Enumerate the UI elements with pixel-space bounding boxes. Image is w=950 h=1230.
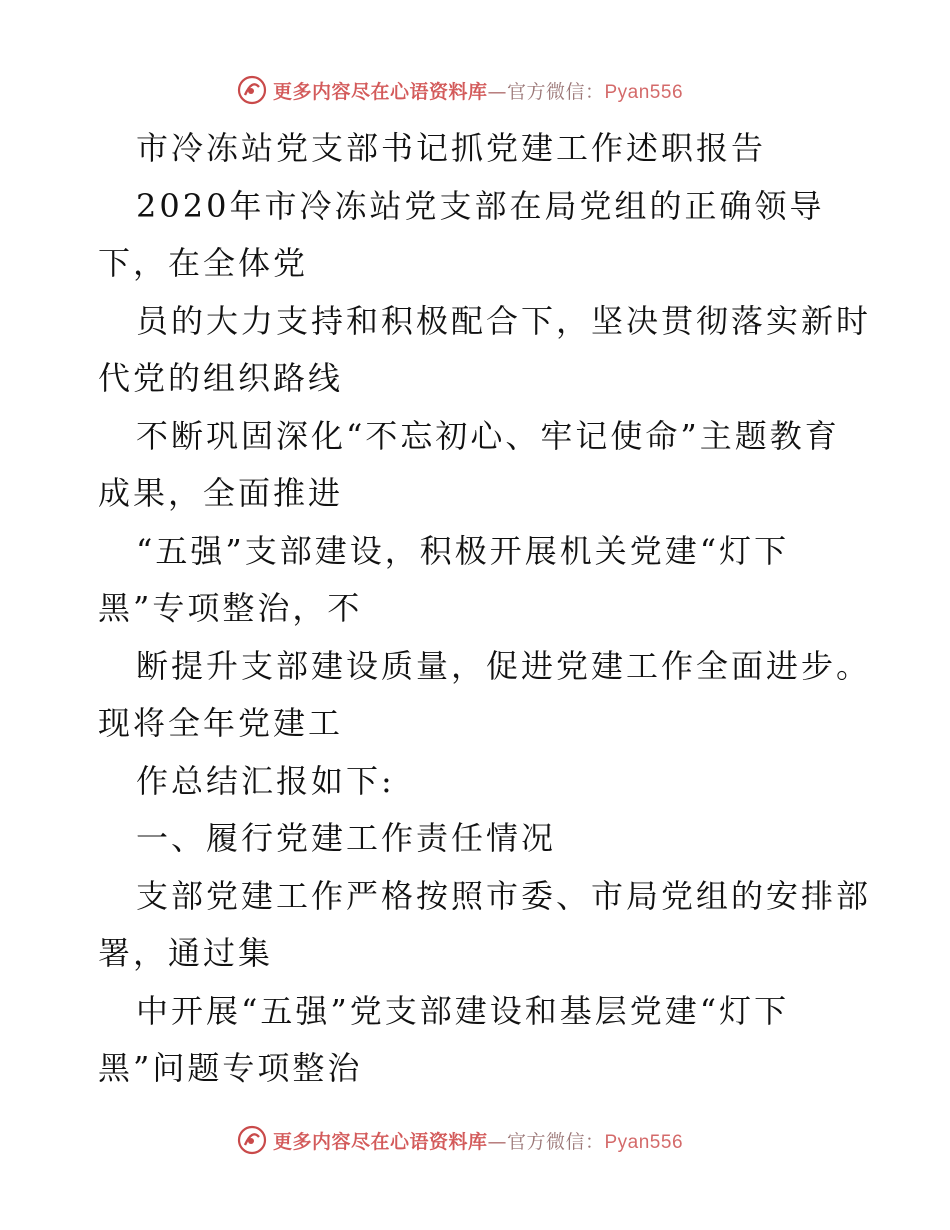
watermark-dash: — <box>487 80 507 103</box>
paragraph-line: 中开展“五强”党支部建设和基层党建“灯下 <box>136 991 790 1030</box>
watermark-dash: — <box>487 1130 507 1153</box>
section-heading: 一、履行党建工作责任情况 <box>136 819 557 857</box>
watermark-main: 更多内容尽在心语资料库 <box>272 80 488 103</box>
watermark-text <box>273 1127 683 1154</box>
seal-logo-icon <box>237 1125 267 1155</box>
paragraph-line: 2020年市冷冻站党支部在局党组的正确领导 <box>136 186 825 225</box>
document-title: 市冷冻站党支部书记抓党建工作述职报告 <box>136 129 767 167</box>
paragraph-line: 支部党建工作严格按照市委、市局党组的安排部 <box>136 876 872 915</box>
seal-logo-icon <box>237 75 267 105</box>
watermark-id: Pyan556 <box>604 1131 684 1153</box>
paragraph-line: 断提升支部建设质量，促进党建工作全面进步。 <box>136 646 872 685</box>
paragraph-line: 黑”专项整治，不 <box>98 589 363 627</box>
paragraph-line: 下，在全体党 <box>98 244 309 282</box>
watermark-main: 更多内容尽在心语资料库 <box>272 1130 488 1153</box>
paragraph-line: “五强”支部建设，积极开展机关党建“灯下 <box>136 531 790 570</box>
paragraph-line: 现将全年党建工 <box>98 704 344 742</box>
watermark-id: Pyan556 <box>604 81 684 103</box>
watermark-official-label: 官方微信： <box>506 80 605 103</box>
paragraph-line: 员的大力支持和积极配合下，坚决贯彻落实新时 <box>136 301 872 340</box>
paragraph-line: 黑”问题专项整治 <box>98 1049 363 1087</box>
document-body <box>98 120 872 1098</box>
watermark-official-label: 官方微信： <box>506 1130 605 1153</box>
paragraph-line: 署，通过集 <box>98 934 274 972</box>
paragraph-line: 成果，全面推进 <box>98 474 344 512</box>
watermark-text <box>273 77 683 104</box>
paragraph-line: 代党的组织路线 <box>98 359 344 397</box>
paragraph-line: 不断巩固深化“不忘初心、牢记使命”主题教育 <box>136 416 840 455</box>
paragraph-line: 作总结汇报如下: <box>136 761 395 800</box>
footer-watermark <box>0 1122 950 1158</box>
header-watermark <box>0 72 950 108</box>
